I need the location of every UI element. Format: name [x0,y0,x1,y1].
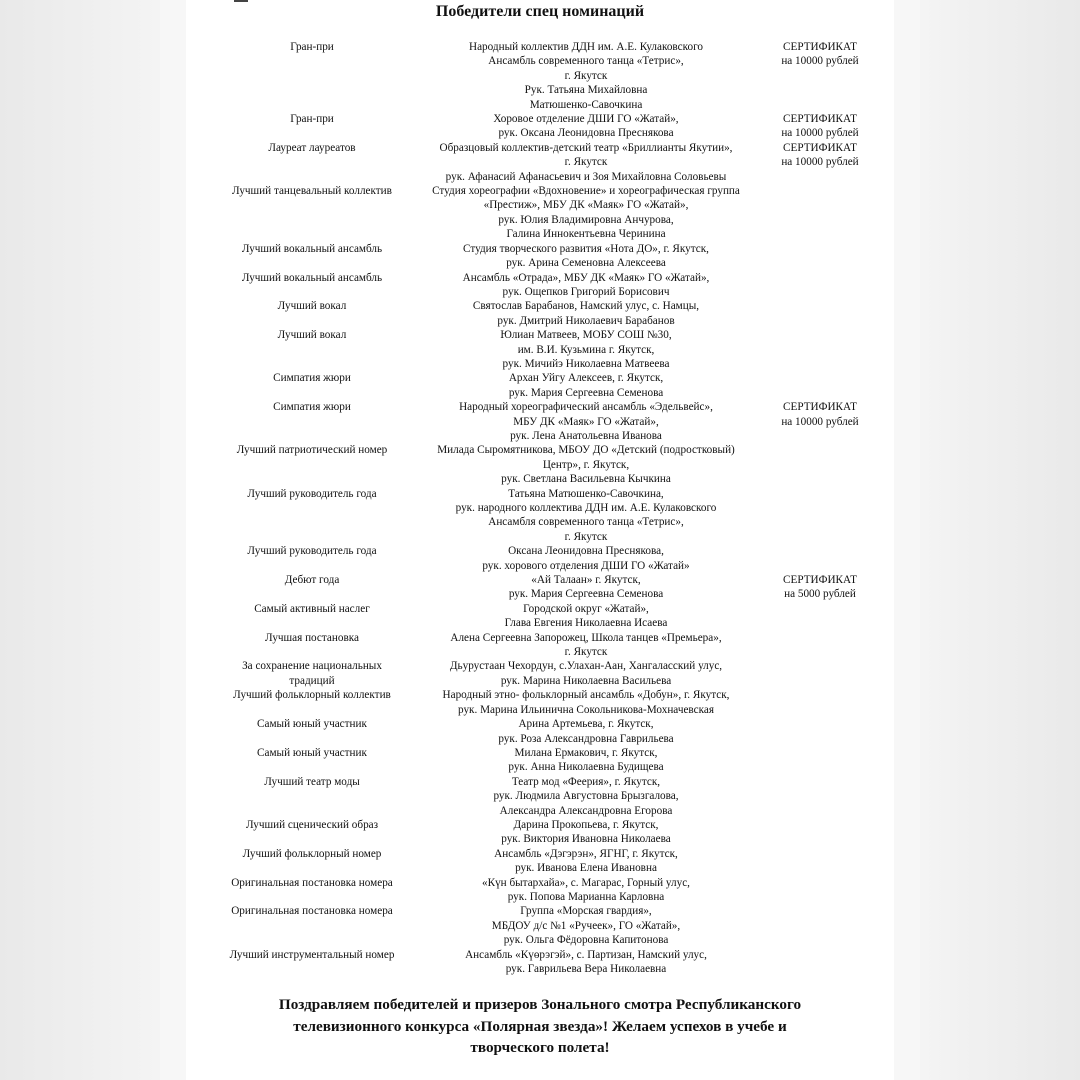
prize-certificate-line: на 10000 рублей [781,156,859,169]
nomination-name [186,659,416,688]
winner-details [416,746,756,775]
congratulations-text [186,994,894,1059]
winner-details-line: рук. Ощепков Григорий Борисович [502,285,670,298]
winner-details [416,544,756,573]
nomination-name-line: Самый юный участник [257,746,367,759]
nomination-entry [186,818,894,847]
nomination-name [186,328,416,371]
nomination-name-line: Лучший руководитель года [247,545,377,558]
prize-certificate [756,328,876,371]
nomination-name [186,876,416,905]
winner-details [416,112,756,141]
prize-certificate [756,717,876,746]
nomination-name [186,443,416,486]
winner-details-line: рук. Людмила Августовна Брызгалова, [493,790,679,803]
winner-details [416,602,756,631]
prize-certificate [756,775,876,818]
prize-certificate [756,184,876,242]
nomination-name [186,573,416,602]
prize-certificate [756,818,876,847]
winner-details-line: рук. Виктория Ивановна Николаева [501,833,671,846]
winner-details-line: рук. Анна Николаевна Будищева [508,761,664,774]
prize-certificate [756,299,876,328]
nomination-name-line: За сохранение национальных [242,660,382,673]
nomination-name-line: Лучшая постановка [265,631,359,644]
winner-details [416,400,756,443]
right-blurred-margin [920,0,1080,1080]
prize-certificate [756,688,876,717]
nomination-name-line: Лучший фольклорный коллектив [233,689,391,702]
winner-details [416,904,756,947]
nomination-name-line: Самый юный участник [257,718,367,731]
winner-details-line: рук. Юлия Владимировна Анчурова, [498,213,674,226]
winner-details-line: Народный этно- фольклорный ансамбль «Добун», г. Якутск, [442,689,730,702]
winner-details-line: рук. Марина Ильинична Сокольникова-Мохначевская [458,703,714,716]
nomination-name-line: Лучший фольклорный номер [242,847,382,860]
winner-details-line: рук. Светлана Васильевна Кычкина [501,473,671,486]
prize-certificate-line: на 5000 рублей [784,588,856,601]
footer-line: творческого полета! [470,1039,610,1056]
nomination-entry [186,602,894,631]
nomination-name-line: традиций [289,674,335,687]
nomination-name [186,904,416,947]
winner-details-line: г. Якутск [564,69,608,82]
winner-details-line: Александра Александровна Егорова [499,804,673,817]
nomination-entry [186,271,894,300]
winner-details [416,184,756,242]
nomination-entry [186,371,894,400]
winner-details [416,573,756,602]
prize-certificate-line: СЕРТИФИКАТ [783,574,857,587]
winner-details-line: рук. Лена Анатольевна Иванова [510,429,662,442]
winner-details-line: Группа «Морская гвардия», [520,905,652,918]
winner-details [416,242,756,271]
winner-details-line: рук. Ольга Фёдоровна Капитонова [503,934,669,947]
winner-details-line: Ансамбль «Күөрэгэй», с. Партизан, Намский улус, [465,948,707,961]
nomination-name-line: Лучший вокальный ансамбль [241,242,383,255]
winner-details-line: Хоровое отделение ДШИ ГО «Жатай», [493,113,679,126]
prize-certificate-line: СЕРТИФИКАТ [783,113,857,126]
winner-details-line: рук. Дмитрий Николаевич Барабанов [497,314,675,327]
winner-details-line: им. В.И. Кузьмина г. Якутск, [517,343,655,356]
nomination-name-line: Дебют года [284,574,340,587]
nomination-name-line: Лучший танцевальный коллектив [232,185,392,198]
winner-details-line: рук. Афанасий Афанасьевич и Зоя Михайловна Соловьевы [445,170,727,183]
nominations-list [186,40,894,976]
prize-certificate [756,544,876,573]
winner-details [416,141,756,184]
nomination-entry [186,443,894,486]
prize-certificate-line: на 10000 рублей [781,55,859,68]
nomination-name [186,400,416,443]
nomination-name-line: Лучший инструментальный номер [229,948,395,961]
nomination-name [186,818,416,847]
winner-details [416,659,756,688]
nomination-name-line: Оригинальная постановка номера [231,876,393,889]
winner-details-line: Ансамбль современного танца «Тетрис», [488,55,684,68]
winner-details [416,371,756,400]
nomination-entry [186,544,894,573]
winner-details-line: Студия хореографии «Вдохновение» и хореографическая группа [432,185,740,198]
nomination-name-line: Симпатия жюри [273,372,351,385]
winner-details-line: рук. Попова Марианна Карловна [507,890,665,903]
winner-details [416,328,756,371]
winner-details-line: Народный хореографический ансамбль «Эдельвейс», [459,401,713,414]
winner-details-line: рук. Иванова Елена Ивановна [515,862,657,875]
nomination-entry [186,400,894,443]
nomination-name [186,487,416,545]
prize-certificate-line: СЕРТИФИКАТ [783,401,857,414]
winner-details-line: Матюшенко-Савочкина [529,98,643,111]
prize-certificate [756,602,876,631]
winner-details [416,271,756,300]
footer-line: телевизионного конкурса «Полярная звезда»! Желаем успехов в учебе и [293,1017,787,1035]
nomination-entry [186,112,894,141]
nomination-name-line: Лучший вокал [277,300,347,313]
left-blurred-margin [0,0,160,1080]
winner-details-line: «Ай Талаан» г. Якутск, [531,574,641,587]
prize-certificate [756,904,876,947]
winner-details-line: рук. Мария Сергеевна Семенова [508,588,664,601]
nomination-name [186,112,416,141]
nomination-name [186,40,416,112]
prize-certificate [756,443,876,486]
winner-details-line: рук. Марина Николаевна Васильева [500,674,672,687]
winner-details-line: МБУ ДК «Маяк» ГО «Жатай», [513,415,659,428]
nomination-name [186,299,416,328]
winner-details-line: рук. Оксана Леонидовна Преснякова [498,127,674,140]
nomination-entry [186,717,894,746]
prize-certificate-line: СЕРТИФИКАТ [783,41,857,53]
winner-details-line: рук. Мария Сергеевна Семенова [508,386,664,399]
winner-details-line: МБДОУ д/с №1 «Ручеек», ГО «Жатай», [491,919,681,932]
document-title: Победители спец номинаций [435,3,645,20]
nomination-name-line: Гран-при [290,113,334,126]
prize-certificate [756,631,876,660]
prize-certificate [756,487,876,545]
nomination-name-line: Лучший вокал [277,329,347,342]
winner-details-line: Дьурустаан Чехордун, с.Улахан-Аан, Хангаласский улус, [449,660,723,673]
nomination-entry [186,487,894,545]
nomination-entry [186,876,894,905]
prize-certificate-line: на 10000 рублей [781,415,859,428]
winner-details-line: Студия творческого развития «Нота ДО», г. Якутск, [463,242,709,255]
nomination-name [186,717,416,746]
prize-certificate [756,876,876,905]
winner-details-line: рук. хорового отделения ДШИ ГО «Жатай» [482,559,690,572]
prize-certificate [756,659,876,688]
winner-details-line: Театр мод «Феерия», г. Якутск, [511,775,661,788]
winner-details [416,40,756,112]
nomination-entry [186,40,894,112]
winner-details-line: Городской округ «Жатай», [523,602,649,615]
winner-details-line: рук. Гаврильева Вера Николаевна [505,963,667,975]
winner-details-line: Милада Сыромятникова, МБОУ ДО «Детский (подростковый) [437,444,735,457]
nomination-name [186,688,416,717]
winner-details [416,299,756,328]
winner-details-line: Святослав Барабанов, Намский улус, с. Намцы, [472,300,700,313]
nomination-name-line: Гран-при [290,41,334,53]
winner-details [416,818,756,847]
nomination-entry [186,328,894,371]
nomination-entry [186,631,894,660]
nomination-name [186,746,416,775]
winner-details-line: Глава Евгения Николаевна Исаева [504,617,668,630]
nomination-name [186,371,416,400]
nomination-name [186,242,416,271]
winner-details [416,775,756,818]
prize-certificate [756,746,876,775]
winner-details [416,948,756,977]
nomination-name [186,544,416,573]
prize-certificate [756,271,876,300]
winner-details-line: рук. Арина Семеновна Алексеева [506,257,666,270]
nomination-name [186,948,416,977]
nomination-entry [186,299,894,328]
document-page [186,0,894,1080]
nomination-entry [186,688,894,717]
prize-certificate-line: СЕРТИФИКАТ [783,141,857,154]
winner-details-line: Центр», г. Якутск, [542,458,630,471]
nomination-entry [186,659,894,688]
prize-certificate [756,847,876,876]
winner-details-line: Алена Сергеевна Запорожец, Школа танцев «Премьера», [450,631,722,644]
winner-details-line: Оксана Леонидовна Преснякова, [508,545,664,558]
nomination-entry [186,775,894,818]
prize-certificate [756,573,876,602]
winner-details [416,688,756,717]
prize-certificate [756,400,876,443]
prize-certificate [756,948,876,977]
winner-details-line: Арина Артемьева, г. Якутск, [518,718,654,731]
prize-certificate [756,371,876,400]
winner-details-line: Галина Иннокентьевна Черинина [506,228,666,241]
winner-details-line: Юлиан Матвеев, МОБУ СОШ №30, [500,329,672,342]
nomination-name [186,631,416,660]
winner-details-line: «Престиж», МБУ ДК «Маяк» ГО «Жатай», [483,199,689,212]
nomination-entry [186,573,894,602]
winner-details-line: Рук. Татьяна Михайловна [524,84,648,97]
nomination-name-line: Оригинальная постановка номера [231,905,393,918]
winner-details [416,487,756,545]
winner-details-line: рук. народного коллектива ДДН им. А.Е. Кулаковского [455,502,717,514]
prize-certificate [756,242,876,271]
winner-details [416,631,756,660]
prize-certificate [756,40,876,112]
nomination-name-line: Лучший руководитель года [247,487,377,500]
nomination-name [186,847,416,876]
winner-details-line: «Күн бытархайа», с. Магарас, Горный улус, [482,876,690,889]
winner-details-line: г. Якутск [564,530,608,543]
prize-certificate [756,141,876,184]
winner-details-line: Архан Уйгу Алексеев, г. Якутск, [508,372,664,385]
nomination-name [186,271,416,300]
winner-details [416,717,756,746]
nomination-entry [186,746,894,775]
winner-details [416,876,756,905]
winner-details-line: Ансамбля современного танца «Тетрис», [488,516,684,529]
winner-details-line: г. Якутск [564,156,608,169]
nomination-name [186,184,416,242]
prize-certificate [756,112,876,141]
nomination-name [186,141,416,184]
winner-details [416,443,756,486]
winner-details [416,847,756,876]
nomination-name-line: Лучший патриотический номер [236,444,388,457]
nomination-entry [186,141,894,184]
nomination-entry [186,847,894,876]
winner-details-line: Ансамбль «Отрада», МБУ ДК «Маяк» ГО «Жатай», [462,271,710,284]
nomination-entry [186,184,894,242]
prize-certificate-line: на 10000 рублей [781,127,859,140]
nomination-entry [186,242,894,271]
winner-details-line: рук. Роза Александровна Гаврильева [498,732,674,745]
winner-details-line: Образцовый коллектив-детский театр «Бриллианты Якутии», [439,141,733,154]
nomination-name-line: Лауреат лауреатов [268,141,356,154]
winner-details-line: г. Якутск [564,646,608,659]
winner-details-line: Ансамбль «Дэгэрэн», ЯГНГ, г. Якутск, [494,847,678,860]
winner-details-line: Милана Ермакович, г. Якутск, [514,746,658,759]
nomination-entry [186,904,894,947]
winner-details-line: Народный коллектив ДДН им. А.Е. Кулаковского [469,41,703,53]
nomination-name-line: Лучший театр моды [264,775,360,788]
nomination-name [186,602,416,631]
winner-details-line: Татьяна Матюшенко-Савочкина, [508,487,664,500]
nomination-entry [186,948,894,977]
nomination-name-line: Лучший сценический образ [245,818,379,831]
nomination-name-line: Самый активный наслег [254,602,370,615]
winner-details-line: Дарина Прокопьева, г. Якутск, [513,818,659,831]
nomination-name-line: Лучший вокальный ансамбль [241,271,383,284]
nomination-name-line: Симпатия жюри [273,401,351,414]
nomination-name [186,775,416,818]
footer-line: Поздравляем победителей и призеров Зонального смотра Республиканского [278,996,802,1013]
winner-details-line: рук. Мичийэ Николаевна Матвеева [502,357,670,370]
